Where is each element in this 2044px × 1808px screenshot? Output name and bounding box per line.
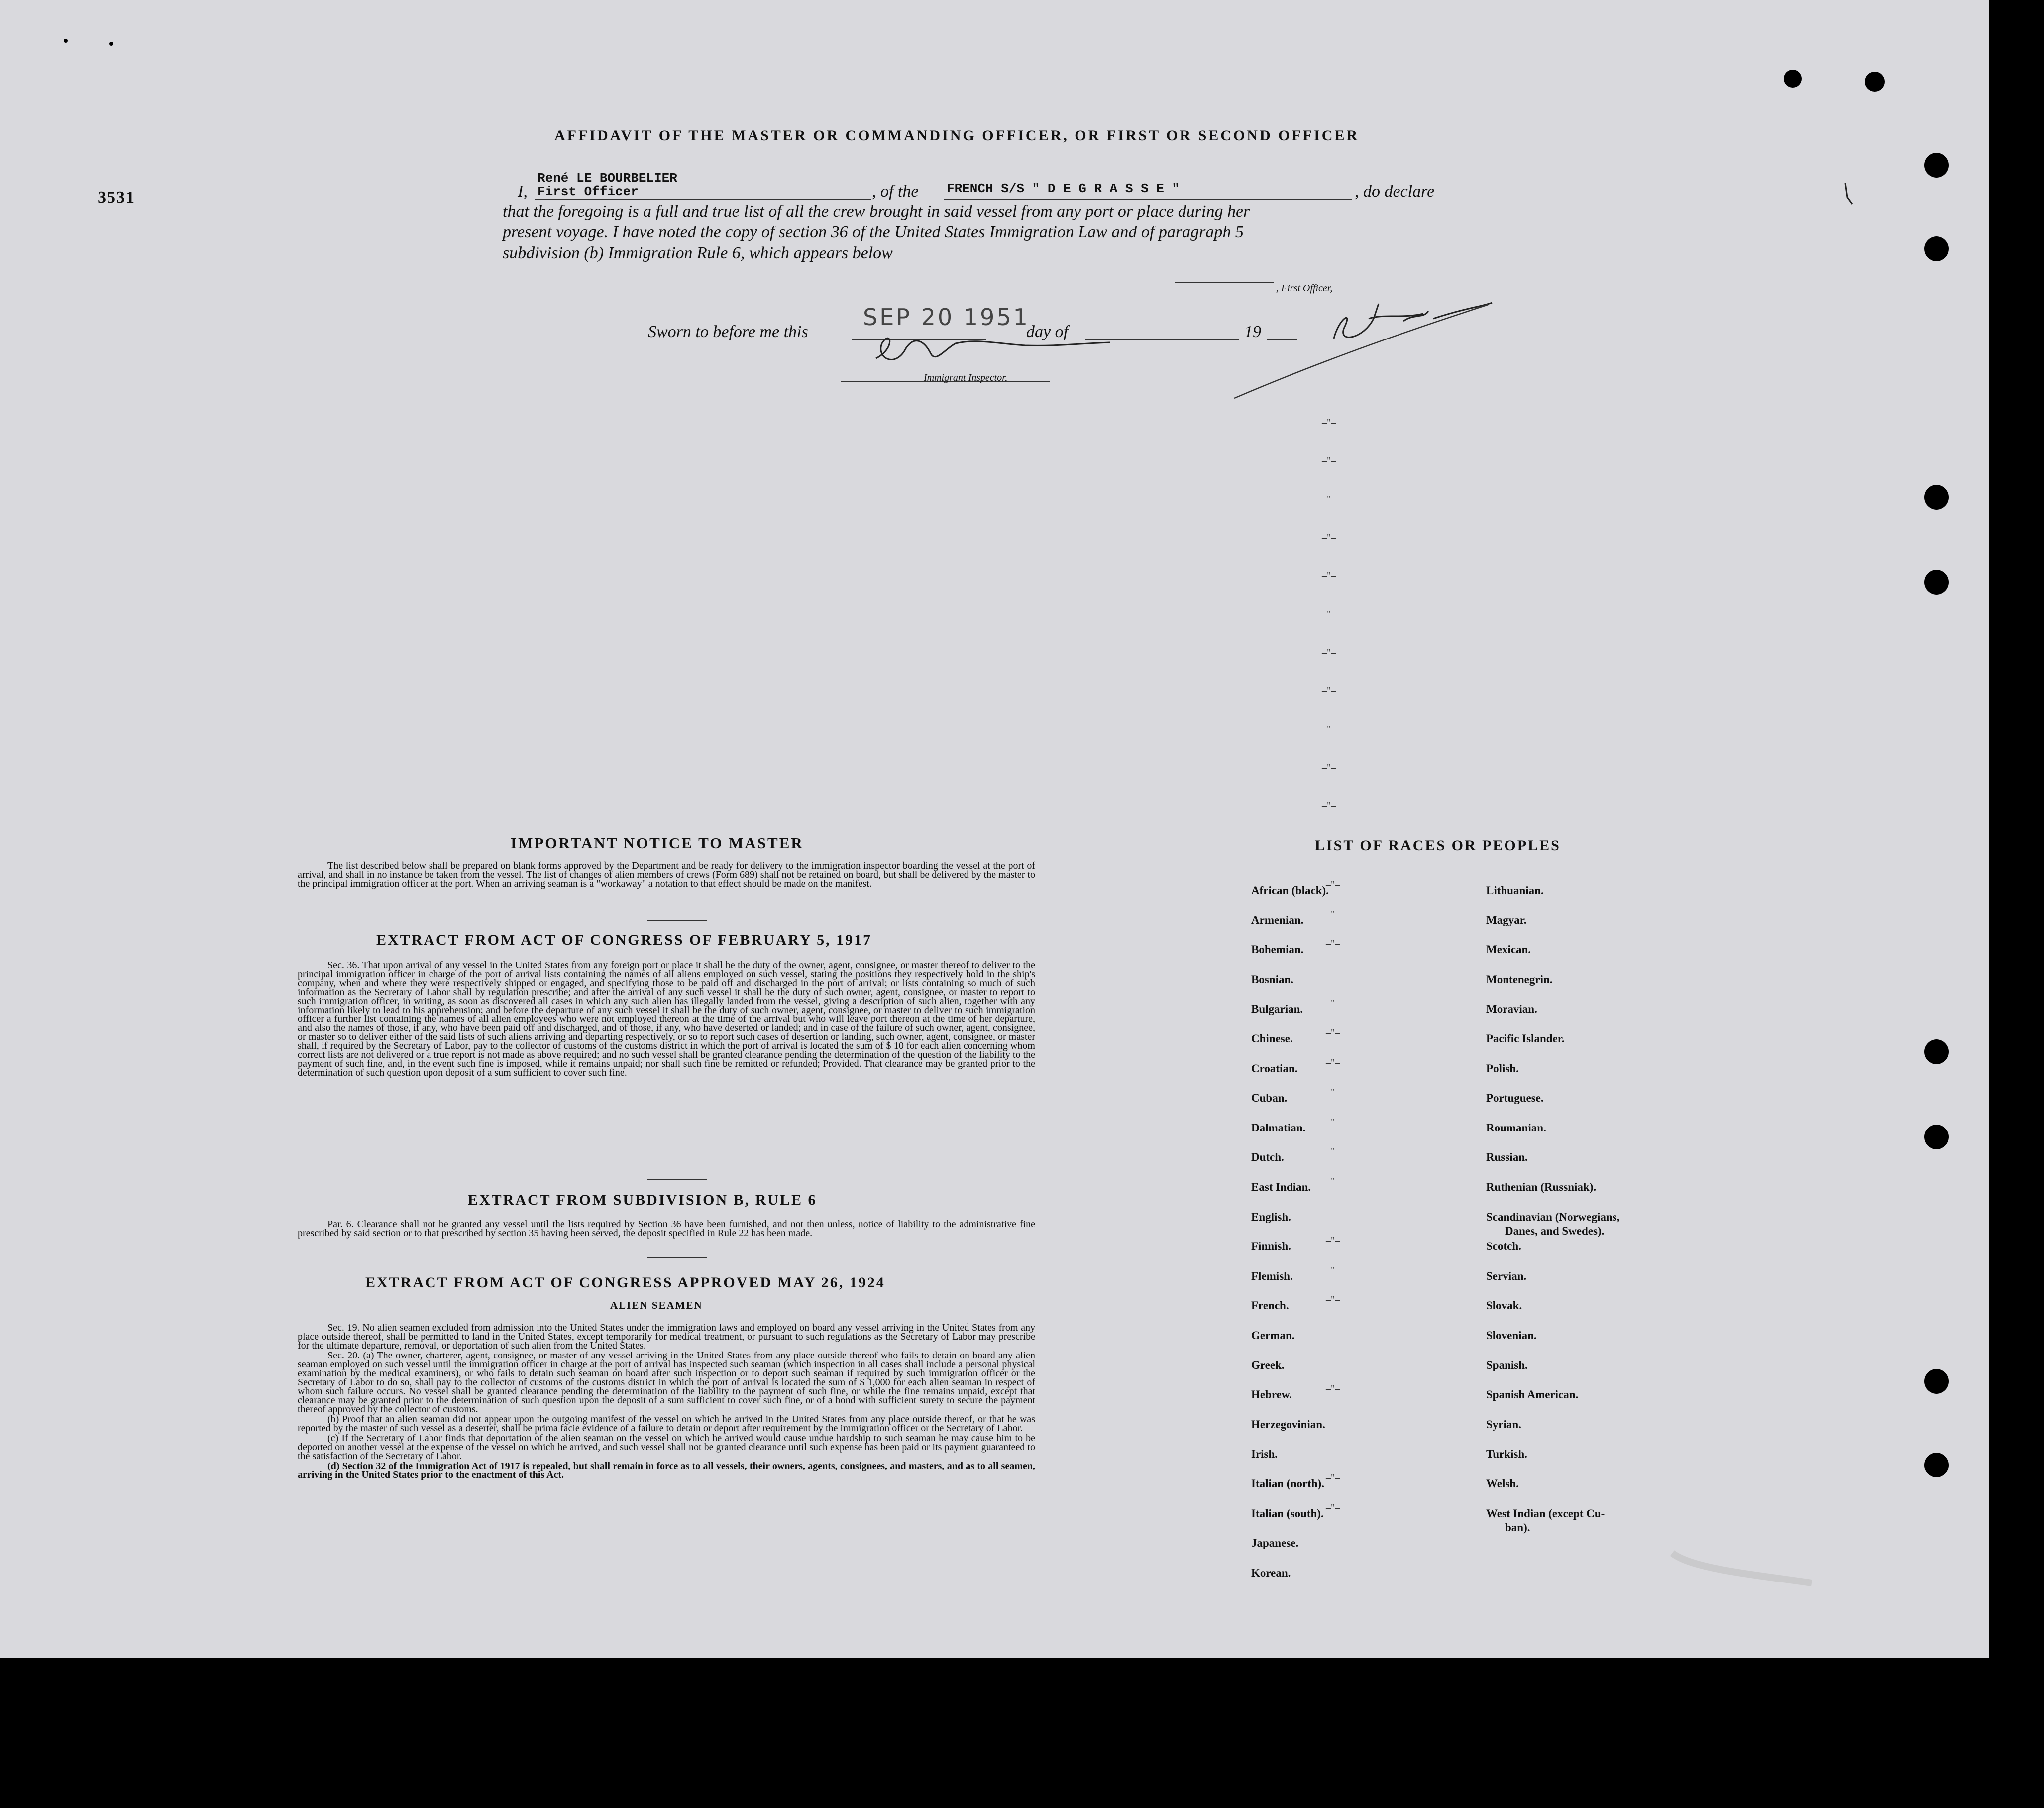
race-item: Moravian. <box>1486 1003 1537 1016</box>
ditto-mark: –"– <box>1322 455 1336 466</box>
race-item: Chinese. <box>1251 1032 1293 1045</box>
diagonal-pen-stroke <box>1234 305 1488 398</box>
race-item: Italian (south). <box>1251 1507 1324 1520</box>
ditto-mark: –"– <box>1326 908 1340 920</box>
do-declare-text: , do declare <box>1355 182 1435 201</box>
race-item: Croatian. <box>1251 1062 1298 1075</box>
ditto-mark: –"– <box>1322 724 1336 735</box>
ditto-mark: –"– <box>1322 762 1336 773</box>
ditto-mark: –"– <box>1326 1176 1340 1187</box>
ditto-mark: –"– <box>1326 998 1340 1009</box>
race-item: Montenegrin. <box>1486 973 1553 986</box>
extract3-paragraph: (d) Section 32 of the Immigration Act of 1917 is repealed, but shall remain in force as to all vessels, their owners, agents, consignees, and masters, and as to all seamen, arriving in the United States prior to the enactment of this Act. <box>298 1461 1035 1480</box>
race-item: French. <box>1251 1299 1289 1312</box>
race-item: Scotch. <box>1486 1240 1521 1253</box>
race-item: Slovak. <box>1486 1299 1522 1312</box>
race-item: Roumanian. <box>1486 1121 1546 1134</box>
divider <box>647 1179 707 1180</box>
ditto-mark: –"– <box>1322 570 1336 581</box>
race-item: Herzegovinian. <box>1251 1418 1325 1431</box>
ditto-mark: –"– <box>1322 609 1336 620</box>
signature-role: , First Officer, <box>1276 283 1333 294</box>
race-item: Hebrew. <box>1251 1388 1292 1401</box>
inspector-label: Immigrant Inspector, <box>924 372 1007 383</box>
ditto-mark: –"– <box>1326 1116 1340 1128</box>
race-item: Pacific Islander. <box>1486 1032 1565 1045</box>
year-prefix: 19 <box>1244 323 1261 341</box>
affidavit-line-3: present voyage. I have noted the copy of section 36 of the United States Immigration Law and of paragraph 5 <box>503 223 1244 241</box>
document-number: 3531 <box>98 188 135 207</box>
race-item: Japanese. <box>1251 1537 1299 1550</box>
extract3-text <box>298 1323 1035 1480</box>
race-item: Irish. <box>1251 1448 1278 1461</box>
race-item: Portuguese. <box>1486 1092 1544 1105</box>
divider <box>647 1257 707 1258</box>
extract3-paragraph: Sec. 19. No alien seamen excluded from admission into the United States under the immigration laws and employed on board any vessel arriving in the United States from any place outside thereof, shall be permitted to land in the United States, except temporarily for medical treatment, or pursuant to such regulations as the Secretary of Labor may prescribe for the ultimate departure, removal, or deportation of such alien from the United States. <box>298 1322 1035 1351</box>
ditto-mark: –"– <box>1326 1057 1340 1068</box>
of-the-text: , of the <box>872 182 919 201</box>
extract1-text <box>298 961 1035 1078</box>
race-item: West Indian (except Cu- <box>1486 1507 1605 1520</box>
extract3-paragraph: (b) Proof that an alien seaman did not appear upon the outgoing manifest of the vessel on which he arrived in the United States from any place outside thereof, or that he was reported by the master of such vessel as a deserter, shall be prima facie evidence of a failure to detain or deport after requirement by the immigration officer or the Secretary of Labor. <box>298 1414 1035 1434</box>
ditto-mark: –"– <box>1322 647 1336 658</box>
affidavit-i: I, <box>518 182 528 201</box>
race-item: East Indian. <box>1251 1181 1311 1193</box>
vessel-name: FRENCH S/S " D E G R A S S E " <box>947 181 1180 196</box>
race-item: Cuban. <box>1251 1092 1288 1105</box>
ditto-mark: –"– <box>1322 532 1336 543</box>
race-item: Magyar. <box>1486 913 1527 926</box>
ditto-mark: –"– <box>1326 1146 1340 1157</box>
divider <box>647 920 707 921</box>
race-item: ban). <box>1505 1521 1530 1534</box>
race-item: Servian. <box>1486 1269 1527 1282</box>
extract3-paragraph: (c) If the Secretary of Labor finds that deportation of the alien seaman on the vessel on which he arrived would cause undue hardship to such seaman he may cause him to be deported on another vessel at the expense of the vessel on which he arrived, and such vessel shall not be granted clearance until such expense has been paid or its payment guaranteed to the satisfaction of the Secretary of Labor. <box>298 1433 1035 1462</box>
date-stamp: SEP 20 1951 <box>863 304 1030 331</box>
race-item: Turkish. <box>1486 1448 1527 1461</box>
race-item: German. <box>1251 1329 1295 1342</box>
race-item: Mexican. <box>1486 943 1531 956</box>
race-item: Spanish American. <box>1486 1388 1579 1401</box>
race-item: Syrian. <box>1486 1418 1521 1431</box>
race-item: Bohemian. <box>1251 943 1304 956</box>
race-item: Scandinavian (Norwegians, <box>1486 1210 1620 1223</box>
race-item: Korean. <box>1251 1566 1291 1579</box>
races-title: LIST OF RACES OR PEOPLES <box>1315 837 1561 854</box>
ditto-mark: –"– <box>1326 879 1340 890</box>
ditto-mark: –"– <box>1326 1087 1340 1098</box>
extract2-text <box>298 1220 1035 1239</box>
race-item: Dutch. <box>1251 1151 1284 1164</box>
affidavit-title: AFFIDAVIT OF THE MASTER OR COMMANDING OFFICER, OR FIRST OR SECOND OFFICER <box>554 127 1360 144</box>
notice-paragraph: The list described below shall be prepared on blank forms approved by the Department and be ready for delivery to the immigration inspector boarding the vessel at the port of arrival, and shall in no instance be taken from the vessel. The list of changes of alien members of crews (Form 689) shall not be retained on board, but shall be delivered by the master to the principal immigration officer at the port. When an arriving seaman is a "workaway" a notation to that effect should be made on the manifest. <box>298 860 1035 889</box>
race-item: Dalmatian. <box>1251 1121 1306 1134</box>
notice-title: IMPORTANT NOTICE TO MASTER <box>511 834 804 852</box>
ditto-mark: –"– <box>1322 417 1336 428</box>
extract3-paragraph: Sec. 20. (a) The owner, charterer, agent, consignee, or master of any vessel arriving in the United States from any place outside thereof who fails to detain on board any alien seaman employed on such vessel until the immigration officer in charge at the port of arrival has inspected such seaman (which inspection in all cases shall include a personal physical examination by the medical examiners), or who fails to detain such seaman on board after such inspection or to deport such seaman if required by such immigration officer or the Secretary of Labor to do so, shall pay to the collector of customs of the customs district in which the port of arrival is located the sum of $ 1,000 for each alien seaman in respect of whom such failure occurs. No vessel shall be granted clearance pending the determination of the liability to the payment of such fine, or while the fine remains unpaid, except that clearance may be granted prior to the determination of such question upon the deposit of a sum sufficient to cover such fine, or of a bond with sufficient surety to secure the payment thereof approved by the collector of customs. <box>298 1350 1035 1415</box>
race-item: Italian (north). <box>1251 1477 1324 1490</box>
race-item: Slovenian. <box>1486 1329 1537 1342</box>
affidavit-line-4: subdivision (b) Immigration Rule 6, which appears below <box>503 244 893 262</box>
ditto-mark: –"– <box>1326 1027 1340 1038</box>
affidavit-line-2: that the foregoing is a full and true list of all the crew brought in said vessel from any port or place during her <box>503 202 1250 221</box>
day-of-text: day of <box>1026 323 1069 341</box>
extract1-paragraph: Sec. 36. That upon arrival of any vessel in the United States from any foreign port or place it shall be the duty of the owner, agent, consignee, or master thereof to deliver to the principal immigration officer in charge of the port of arrival lists containing the names of all aliens employed on such vessel, stating the positions they respectively hold in the ship's company, when and where they were respectively shipped or engaged, and specifying those to be paid off and discharged in the port of arrival; or lists containing so much of such information as the Secretary of Labor shall by regulation prescribe; and after the arrival of any such vessel it shall be the duty of such owner, agent, consignee, or master to report to such immigration officer, in writing, as soon as discovered all cases in which any such alien has illegally landed from the vessel, giving a description of such alien, together with any information likely to lead to his apprehension; and before the departure of any such vessel it shall be the duty of such owner, agent, consignee, or master to deliver to such immigration officer a further list containing the names of all alien employees who were not employed thereon at the time of the arrival but who will leave port thereon at the time of her departure, and also the names of those, if any, who have been paid off and discharged, and of those, if any, who have deserted or landed; and in case of the failure of such owner, agent, consignee, or master so to deliver either of the said lists of such aliens arriving and departing respectively, or so to report such cases of desertion or landing, such owner, agent, consignee, or master shall, if required by the Secretary of Labor, pay to the collector of customs of the customs district in which the port of arrival is located the sum of $ 10 for each alien concerning whom correct lists are not delivered or a true report is not made as above required; and no such vessel shall be granted clearance pending the determination of the question of the liability to the payment of such fine, and, in the event such fine is imposed, while it remains unpaid; nor shall such fine be remitted or refunded; Provided. That clearance may be granted prior to the determination of such question upon deposit of a sum sufficient to cover such fine. <box>298 960 1035 1078</box>
race-item: Bulgarian. <box>1251 1003 1303 1016</box>
race-item: Danes, and Swedes). <box>1505 1224 1605 1237</box>
race-item: Ruthenian (Russniak). <box>1486 1181 1597 1193</box>
scan-smudge <box>1672 1553 1812 1583</box>
ditto-mark: –"– <box>1322 685 1336 696</box>
notice-text <box>298 861 1035 889</box>
extract2-paragraph: Par. 6. Clearance shall not be granted any vessel until the lists required by Section 36 have been furnished, and not then unless, notice of liability to the administrative fine prescribed by said section or to that prescribed by section 35 having been served, the deposit specified in Rule 22 has been made. <box>298 1219 1035 1239</box>
extract3-title: EXTRACT FROM ACT OF CONGRESS APPROVED MAY 26, 1924 <box>365 1274 885 1291</box>
officer-signature <box>1334 303 1492 339</box>
ditto-mark: –"– <box>1322 494 1336 505</box>
race-item: Polish. <box>1486 1062 1519 1075</box>
race-item: English. <box>1251 1210 1291 1223</box>
extract1-title: EXTRACT FROM ACT OF CONGRESS OF FEBRUARY 5, 1917 <box>376 932 872 948</box>
ditto-mark: –"– <box>1326 1235 1340 1246</box>
margin-pen-mark <box>1845 183 1852 204</box>
race-item: African (black). <box>1251 884 1329 897</box>
race-item: Flemish. <box>1251 1269 1293 1282</box>
race-item: Greek. <box>1251 1358 1285 1371</box>
ditto-mark: –"– <box>1326 1472 1340 1483</box>
inspector-signature <box>876 338 1110 359</box>
ditto-mark: –"– <box>1326 1264 1340 1276</box>
ditto-mark: –"– <box>1326 938 1340 950</box>
race-item: Welsh. <box>1486 1477 1519 1490</box>
race-item: Russian. <box>1486 1151 1528 1164</box>
race-item: Finnish. <box>1251 1240 1291 1253</box>
ditto-mark: –"– <box>1326 1502 1340 1513</box>
extract3-subtitle: ALIEN SEAMEN <box>610 1299 703 1311</box>
officer-rank: First Officer <box>538 184 639 199</box>
ditto-mark: –"– <box>1326 1294 1340 1306</box>
officer-name: René LE BOURBELIER <box>538 171 677 186</box>
ditto-mark: –"– <box>1326 1383 1340 1395</box>
race-item: Lithuanian. <box>1486 884 1544 897</box>
race-item: Spanish. <box>1486 1358 1528 1371</box>
sworn-text: Sworn to before me this <box>648 323 808 341</box>
race-item: Armenian. <box>1251 913 1304 926</box>
ditto-mark: –"– <box>1322 800 1336 811</box>
extract2-title: EXTRACT FROM SUBDIVISION B, RULE 6 <box>468 1192 817 1208</box>
race-item: Bosnian. <box>1251 973 1294 986</box>
